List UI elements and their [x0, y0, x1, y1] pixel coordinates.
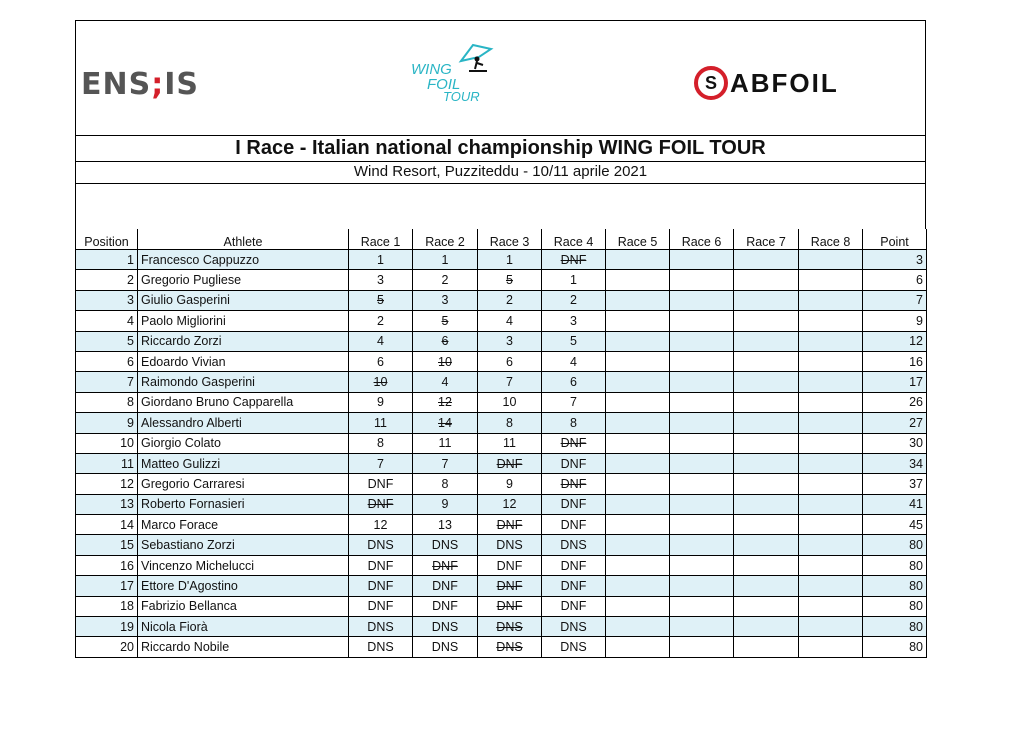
- race-result-cell: DNS: [413, 637, 478, 657]
- sabfoil-ring-icon: [694, 66, 728, 100]
- race-result-cell: DNS: [542, 617, 606, 637]
- race-result-cell: [606, 413, 670, 433]
- race-result-cell: [734, 372, 799, 392]
- race-result-cell: [606, 290, 670, 310]
- race-result-cell: DNS: [542, 637, 606, 657]
- race-result-cell: [606, 311, 670, 331]
- race-result-cell: DNF: [478, 515, 542, 535]
- position-cell: 1: [76, 250, 138, 270]
- race-result-cell: 6: [349, 351, 413, 371]
- race-result-cell: [734, 250, 799, 270]
- race-result-cell: [799, 413, 863, 433]
- race-result-cell: 5: [542, 331, 606, 351]
- wing-logo-line3: TOUR: [443, 89, 480, 104]
- race-result-cell: 4: [349, 331, 413, 351]
- athlete-cell: Gregorio Pugliese: [138, 270, 349, 290]
- race-result-cell: [670, 494, 734, 514]
- logo-banner: [75, 20, 926, 135]
- race-result-cell: 7: [413, 453, 478, 473]
- race-result-cell: DNF: [413, 555, 478, 575]
- race-result-cell: 10: [413, 351, 478, 371]
- race-result-cell: [799, 250, 863, 270]
- race-result-cell: 11: [478, 433, 542, 453]
- wing-rider-icon: [457, 43, 497, 75]
- race-result-cell: 3: [478, 331, 542, 351]
- wing-logo-line1: WING: [411, 61, 452, 78]
- sabfoil-initial: S: [704, 72, 717, 93]
- table-row: [76, 617, 927, 637]
- race-result-cell: 1: [349, 250, 413, 270]
- race-result-cell: 11: [413, 433, 478, 453]
- athlete-cell: Alessandro Alberti: [138, 413, 349, 433]
- race-result-cell: [799, 576, 863, 596]
- athlete-cell: Riccardo Nobile: [138, 637, 349, 657]
- results-sheet: [75, 20, 926, 658]
- race-result-cell: [670, 250, 734, 270]
- points-cell: 80: [863, 576, 927, 596]
- position-cell: 18: [76, 596, 138, 616]
- race-result-cell: [670, 433, 734, 453]
- race-result-cell: 6: [413, 331, 478, 351]
- race-result-cell: 6: [478, 351, 542, 371]
- race-result-cell: [606, 535, 670, 555]
- race-result-cell: 10: [349, 372, 413, 392]
- points-cell: 30: [863, 433, 927, 453]
- column-header: Race 4: [542, 229, 606, 250]
- results-table: [75, 229, 927, 658]
- table-row: [76, 494, 927, 514]
- race-result-cell: [606, 555, 670, 575]
- race-result-cell: [734, 392, 799, 412]
- race-result-cell: [606, 637, 670, 657]
- position-cell: 7: [76, 372, 138, 392]
- race-result-cell: 4: [542, 351, 606, 371]
- race-result-cell: [734, 290, 799, 310]
- race-result-cell: [734, 494, 799, 514]
- race-result-cell: DNF: [413, 596, 478, 616]
- table-row: [76, 372, 927, 392]
- race-result-cell: [734, 515, 799, 535]
- table-row: [76, 290, 927, 310]
- race-result-cell: [799, 433, 863, 453]
- table-row: [76, 535, 927, 555]
- race-result-cell: [734, 351, 799, 371]
- race-result-cell: DNF: [542, 596, 606, 616]
- athlete-cell: Giulio Gasperini: [138, 290, 349, 310]
- table-row: [76, 453, 927, 473]
- column-header: Race 3: [478, 229, 542, 250]
- ensis-logo-text-a: ENS: [81, 67, 152, 102]
- position-cell: 15: [76, 535, 138, 555]
- column-header: Race 5: [606, 229, 670, 250]
- race-result-cell: [670, 535, 734, 555]
- race-result-cell: 9: [478, 474, 542, 494]
- athlete-cell: Francesco Cappuzzo: [138, 250, 349, 270]
- race-result-cell: [799, 535, 863, 555]
- race-result-cell: [799, 555, 863, 575]
- race-result-cell: [670, 555, 734, 575]
- race-result-cell: [670, 596, 734, 616]
- race-result-cell: 8: [542, 413, 606, 433]
- race-result-cell: DNF: [349, 555, 413, 575]
- race-result-cell: [606, 617, 670, 637]
- race-result-cell: DNF: [542, 494, 606, 514]
- points-cell: 26: [863, 392, 927, 412]
- race-result-cell: [799, 351, 863, 371]
- position-cell: 5: [76, 331, 138, 351]
- race-result-cell: 5: [478, 270, 542, 290]
- race-result-cell: [670, 392, 734, 412]
- points-cell: 80: [863, 596, 927, 616]
- race-result-cell: [799, 617, 863, 637]
- race-result-cell: 13: [413, 515, 478, 535]
- race-result-cell: 9: [349, 392, 413, 412]
- race-result-cell: [670, 351, 734, 371]
- points-cell: 45: [863, 515, 927, 535]
- athlete-cell: Gregorio Carraresi: [138, 474, 349, 494]
- race-result-cell: 8: [413, 474, 478, 494]
- race-result-cell: DNS: [413, 535, 478, 555]
- points-cell: 41: [863, 494, 927, 514]
- race-result-cell: [606, 494, 670, 514]
- table-row: [76, 392, 927, 412]
- race-result-cell: DNF: [542, 576, 606, 596]
- race-result-cell: 4: [478, 311, 542, 331]
- race-result-cell: [670, 617, 734, 637]
- race-result-cell: 9: [413, 494, 478, 514]
- points-cell: 80: [863, 637, 927, 657]
- race-result-cell: 8: [349, 433, 413, 453]
- athlete-cell: Vincenzo Michelucci: [138, 555, 349, 575]
- points-cell: 80: [863, 535, 927, 555]
- page-subtitle: Wind Resort, Puzziteddu - 10/11 aprile 2021: [75, 162, 926, 184]
- table-row: [76, 351, 927, 371]
- race-result-cell: 4: [413, 372, 478, 392]
- spacer-row: [75, 184, 926, 229]
- race-result-cell: 11: [349, 413, 413, 433]
- race-result-cell: [734, 535, 799, 555]
- race-result-cell: 12: [478, 494, 542, 514]
- race-result-cell: [606, 331, 670, 351]
- position-cell: 11: [76, 453, 138, 473]
- race-result-cell: [799, 474, 863, 494]
- race-result-cell: [734, 311, 799, 331]
- race-result-cell: DNS: [349, 535, 413, 555]
- wing-logo-line2: FOIL: [427, 76, 461, 93]
- race-result-cell: [670, 331, 734, 351]
- column-header: Athlete: [138, 229, 349, 250]
- race-result-cell: [734, 617, 799, 637]
- points-cell: 34: [863, 453, 927, 473]
- table-row: [76, 413, 927, 433]
- position-cell: 14: [76, 515, 138, 535]
- race-result-cell: [734, 331, 799, 351]
- column-header: Point: [863, 229, 927, 250]
- position-cell: 9: [76, 413, 138, 433]
- table-row: [76, 433, 927, 453]
- race-result-cell: 10: [478, 392, 542, 412]
- race-result-cell: [670, 311, 734, 331]
- table-row: [76, 515, 927, 535]
- position-cell: 4: [76, 311, 138, 331]
- race-result-cell: 1: [413, 250, 478, 270]
- race-result-cell: [606, 270, 670, 290]
- table-row: [76, 250, 927, 270]
- race-result-cell: [734, 474, 799, 494]
- points-cell: 27: [863, 413, 927, 433]
- race-result-cell: [670, 290, 734, 310]
- race-result-cell: [799, 637, 863, 657]
- column-header: Race 7: [734, 229, 799, 250]
- race-result-cell: 2: [542, 290, 606, 310]
- table-row: [76, 474, 927, 494]
- ensis-logo: [81, 67, 199, 102]
- race-result-cell: [670, 474, 734, 494]
- position-cell: 17: [76, 576, 138, 596]
- race-result-cell: [606, 576, 670, 596]
- race-result-cell: 2: [349, 311, 413, 331]
- race-result-cell: DNF: [413, 576, 478, 596]
- athlete-cell: Fabrizio Bellanca: [138, 596, 349, 616]
- table-row: [76, 331, 927, 351]
- race-result-cell: DNS: [478, 535, 542, 555]
- race-result-cell: [606, 453, 670, 473]
- race-result-cell: [606, 433, 670, 453]
- table-row: [76, 596, 927, 616]
- race-result-cell: [799, 311, 863, 331]
- table-header-row: [76, 229, 927, 250]
- race-result-cell: [734, 453, 799, 473]
- points-cell: 7: [863, 290, 927, 310]
- race-result-cell: DNF: [542, 515, 606, 535]
- race-result-cell: 3: [413, 290, 478, 310]
- race-result-cell: 2: [413, 270, 478, 290]
- race-result-cell: DNF: [349, 596, 413, 616]
- race-result-cell: 5: [413, 311, 478, 331]
- race-result-cell: [799, 453, 863, 473]
- athlete-cell: Nicola Fiorà: [138, 617, 349, 637]
- athlete-cell: Ettore D'Agostino: [138, 576, 349, 596]
- race-result-cell: [606, 596, 670, 616]
- ensis-logo-accent: ;: [151, 67, 165, 102]
- race-result-cell: [799, 372, 863, 392]
- race-result-cell: [799, 331, 863, 351]
- points-cell: 12: [863, 331, 927, 351]
- race-result-cell: 12: [413, 392, 478, 412]
- race-result-cell: DNF: [542, 433, 606, 453]
- race-result-cell: DNS: [542, 535, 606, 555]
- race-result-cell: DNS: [349, 617, 413, 637]
- table-row: [76, 637, 927, 657]
- points-cell: 16: [863, 351, 927, 371]
- athlete-cell: Riccardo Zorzi: [138, 331, 349, 351]
- race-result-cell: 1: [478, 250, 542, 270]
- position-cell: 2: [76, 270, 138, 290]
- race-result-cell: [606, 250, 670, 270]
- race-result-cell: 1: [542, 270, 606, 290]
- race-result-cell: [670, 515, 734, 535]
- race-result-cell: 14: [413, 413, 478, 433]
- athlete-cell: Giorgio Colato: [138, 433, 349, 453]
- race-result-cell: DNS: [349, 637, 413, 657]
- wing-foil-tour-logo: [409, 43, 501, 105]
- position-cell: 16: [76, 555, 138, 575]
- column-header: Position: [76, 229, 138, 250]
- race-result-cell: DNS: [478, 617, 542, 637]
- race-result-cell: [606, 515, 670, 535]
- race-result-cell: DNF: [542, 555, 606, 575]
- race-result-cell: [670, 270, 734, 290]
- race-result-cell: DNF: [478, 555, 542, 575]
- race-result-cell: [606, 372, 670, 392]
- race-result-cell: 12: [349, 515, 413, 535]
- athlete-cell: Giordano Bruno Capparella: [138, 392, 349, 412]
- points-cell: 9: [863, 311, 927, 331]
- race-result-cell: [670, 453, 734, 473]
- race-result-cell: DNF: [542, 250, 606, 270]
- page-title: I Race - Italian national championship WING FOIL TOUR: [75, 135, 926, 162]
- position-cell: 19: [76, 617, 138, 637]
- race-result-cell: [734, 555, 799, 575]
- column-header: Race 2: [413, 229, 478, 250]
- table-row: [76, 270, 927, 290]
- race-result-cell: DNF: [349, 494, 413, 514]
- race-result-cell: DNF: [542, 474, 606, 494]
- athlete-cell: Paolo Migliorini: [138, 311, 349, 331]
- race-result-cell: [799, 290, 863, 310]
- race-result-cell: [606, 351, 670, 371]
- position-cell: 3: [76, 290, 138, 310]
- position-cell: 10: [76, 433, 138, 453]
- race-result-cell: [799, 596, 863, 616]
- race-result-cell: 7: [478, 372, 542, 392]
- race-result-cell: 3: [349, 270, 413, 290]
- race-result-cell: [734, 637, 799, 657]
- position-cell: 8: [76, 392, 138, 412]
- position-cell: 12: [76, 474, 138, 494]
- column-header: Race 6: [670, 229, 734, 250]
- sabfoil-logo-text: ABFOIL: [730, 67, 839, 98]
- race-result-cell: [799, 270, 863, 290]
- table-row: [76, 311, 927, 331]
- column-header: Race 8: [799, 229, 863, 250]
- athlete-cell: Marco Forace: [138, 515, 349, 535]
- race-result-cell: DNS: [413, 617, 478, 637]
- race-result-cell: [734, 413, 799, 433]
- athlete-cell: Edoardo Vivian: [138, 351, 349, 371]
- position-cell: 6: [76, 351, 138, 371]
- race-result-cell: DNF: [478, 596, 542, 616]
- race-result-cell: [670, 413, 734, 433]
- race-result-cell: [670, 372, 734, 392]
- race-result-cell: DNF: [478, 576, 542, 596]
- race-result-cell: [670, 576, 734, 596]
- race-result-cell: 2: [478, 290, 542, 310]
- race-result-cell: 8: [478, 413, 542, 433]
- athlete-cell: Matteo Gulizzi: [138, 453, 349, 473]
- race-result-cell: DNS: [478, 637, 542, 657]
- race-result-cell: DNF: [349, 474, 413, 494]
- race-result-cell: [734, 270, 799, 290]
- points-cell: 37: [863, 474, 927, 494]
- race-result-cell: DNF: [349, 576, 413, 596]
- table-row: [76, 576, 927, 596]
- position-cell: 20: [76, 637, 138, 657]
- column-header: Race 1: [349, 229, 413, 250]
- race-result-cell: [606, 474, 670, 494]
- race-result-cell: [734, 433, 799, 453]
- sabfoil-logo: [694, 65, 839, 101]
- race-result-cell: 6: [542, 372, 606, 392]
- race-result-cell: 7: [349, 453, 413, 473]
- points-cell: 80: [863, 617, 927, 637]
- points-cell: 3: [863, 250, 927, 270]
- points-cell: 17: [863, 372, 927, 392]
- race-result-cell: [734, 576, 799, 596]
- athlete-cell: Raimondo Gasperini: [138, 372, 349, 392]
- race-result-cell: [799, 494, 863, 514]
- athlete-cell: Roberto Fornasieri: [138, 494, 349, 514]
- race-result-cell: 7: [542, 392, 606, 412]
- athlete-cell: Sebastiano Zorzi: [138, 535, 349, 555]
- race-result-cell: [670, 637, 734, 657]
- table-row: [76, 555, 927, 575]
- race-result-cell: DNF: [478, 453, 542, 473]
- points-cell: 6: [863, 270, 927, 290]
- race-result-cell: 5: [349, 290, 413, 310]
- race-result-cell: DNF: [542, 453, 606, 473]
- race-result-cell: [799, 515, 863, 535]
- position-cell: 13: [76, 494, 138, 514]
- race-result-cell: [606, 392, 670, 412]
- race-result-cell: 3: [542, 311, 606, 331]
- race-result-cell: [734, 596, 799, 616]
- points-cell: 80: [863, 555, 927, 575]
- table-body: [76, 250, 927, 658]
- race-result-cell: [799, 392, 863, 412]
- ensis-logo-text-b: IS: [164, 67, 199, 102]
